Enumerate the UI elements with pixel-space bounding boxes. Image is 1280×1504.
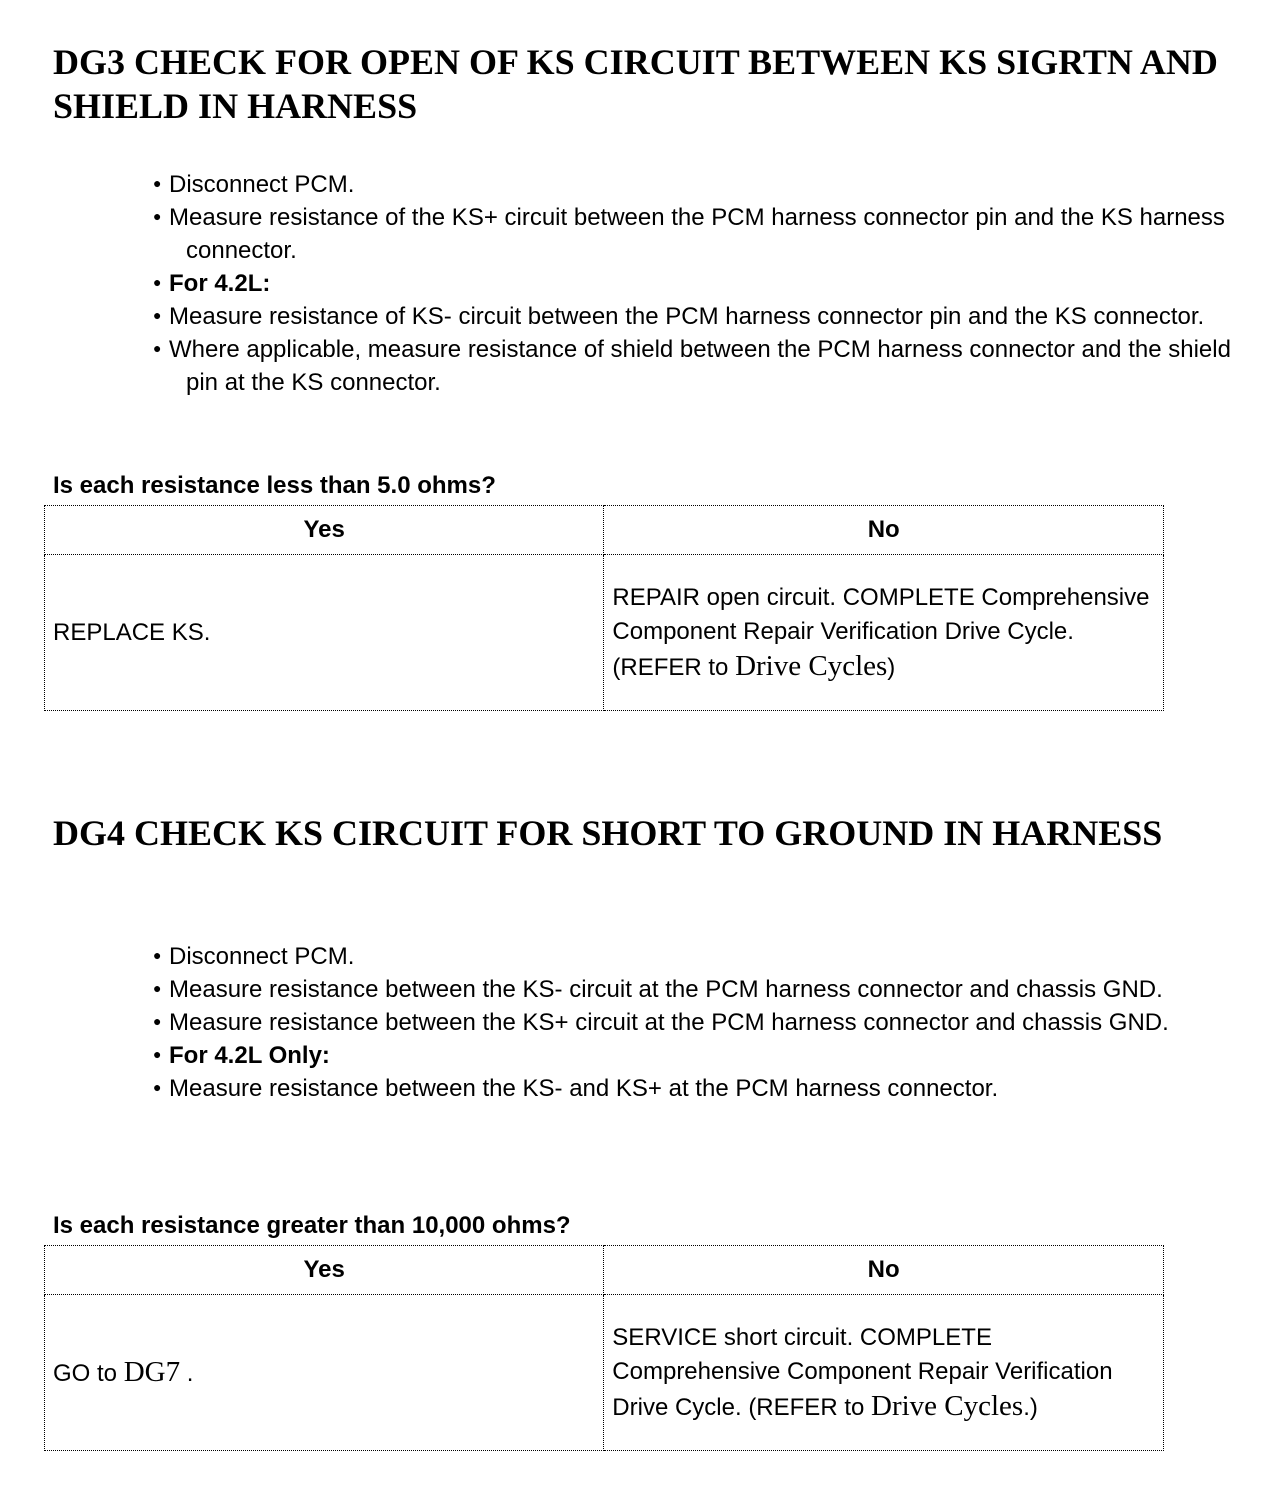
bullet-icon: ● [153,980,162,997]
dg4-steps [137,940,1247,1105]
dg4-question: Is each resistance greater than 10,000 ohms? [53,1212,571,1239]
no-cell: REPAIR open circuit. COMPLETE Comprehensive Component Repair Verification Drive Cycle. (REFER to Drive Cycles) [604,555,1164,711]
drive-cycles-link[interactable]: Drive Cycles [871,1389,1024,1422]
bullet-icon: ● [153,208,162,225]
step: ● Measure resistance between the KS- circuit at the PCM harness connector and chassis GND. [137,973,1247,1006]
drive-cycles-link[interactable]: Drive Cycles [735,649,888,682]
yes-cell: GO to DG7 . [45,1295,604,1451]
step: ● Measure resistance between the KS- and KS+ at the PCM harness connector. [137,1072,1247,1105]
dg7-link[interactable]: DG7 [123,1355,181,1388]
dg3-answer-table [44,505,1164,711]
yes-cell: REPLACE KS. [45,555,604,711]
bullet-icon: ● [153,307,162,324]
no-header: No [604,1246,1164,1295]
step: ● Disconnect PCM. [137,168,1247,201]
no-cell: SERVICE short circuit. COMPLETE Comprehensive Component Repair Verification Drive Cycle. (REFER to Drive Cycles.) [604,1295,1164,1451]
yes-header: Yes [45,506,604,555]
dg3-steps [137,168,1247,399]
bullet-icon: ● [153,1046,162,1063]
step: ● Measure resistance between the KS+ circuit at the PCM harness connector and chassis GND. [137,1006,1247,1039]
bullet-icon: ● [153,340,162,357]
step: ● Measure resistance of KS- circuit between the PCM harness connector pin and the KS connector. [137,300,1247,333]
step: ● Measure resistance of the KS+ circuit between the PCM harness connector pin and the KS harness connector. [137,201,1247,267]
bullet-icon: ● [153,1013,162,1030]
dg3-title: DG3 CHECK FOR OPEN OF KS CIRCUIT BETWEEN KS SIGRTN AND SHIELD IN HARNESS [53,42,1218,126]
bullet-icon: ● [153,175,162,192]
no-header: No [604,506,1164,555]
dg4-answer-table [44,1245,1164,1451]
step: ● For 4.2L Only: [137,1039,1247,1072]
dg4-title: DG4 CHECK KS CIRCUIT FOR SHORT TO GROUND IN HARNESS [53,813,1163,853]
step: ● For 4.2L: [137,267,1247,300]
step: ● Where applicable, measure resistance of shield between the PCM harness connector and the shield pin at the KS connector. [137,333,1247,399]
bullet-icon: ● [153,274,162,291]
step: ● Disconnect PCM. [137,940,1247,973]
dg3-question: Is each resistance less than 5.0 ohms? [53,472,496,499]
bullet-icon: ● [153,947,162,964]
bullet-icon: ● [153,1079,162,1096]
yes-header: Yes [45,1246,604,1295]
